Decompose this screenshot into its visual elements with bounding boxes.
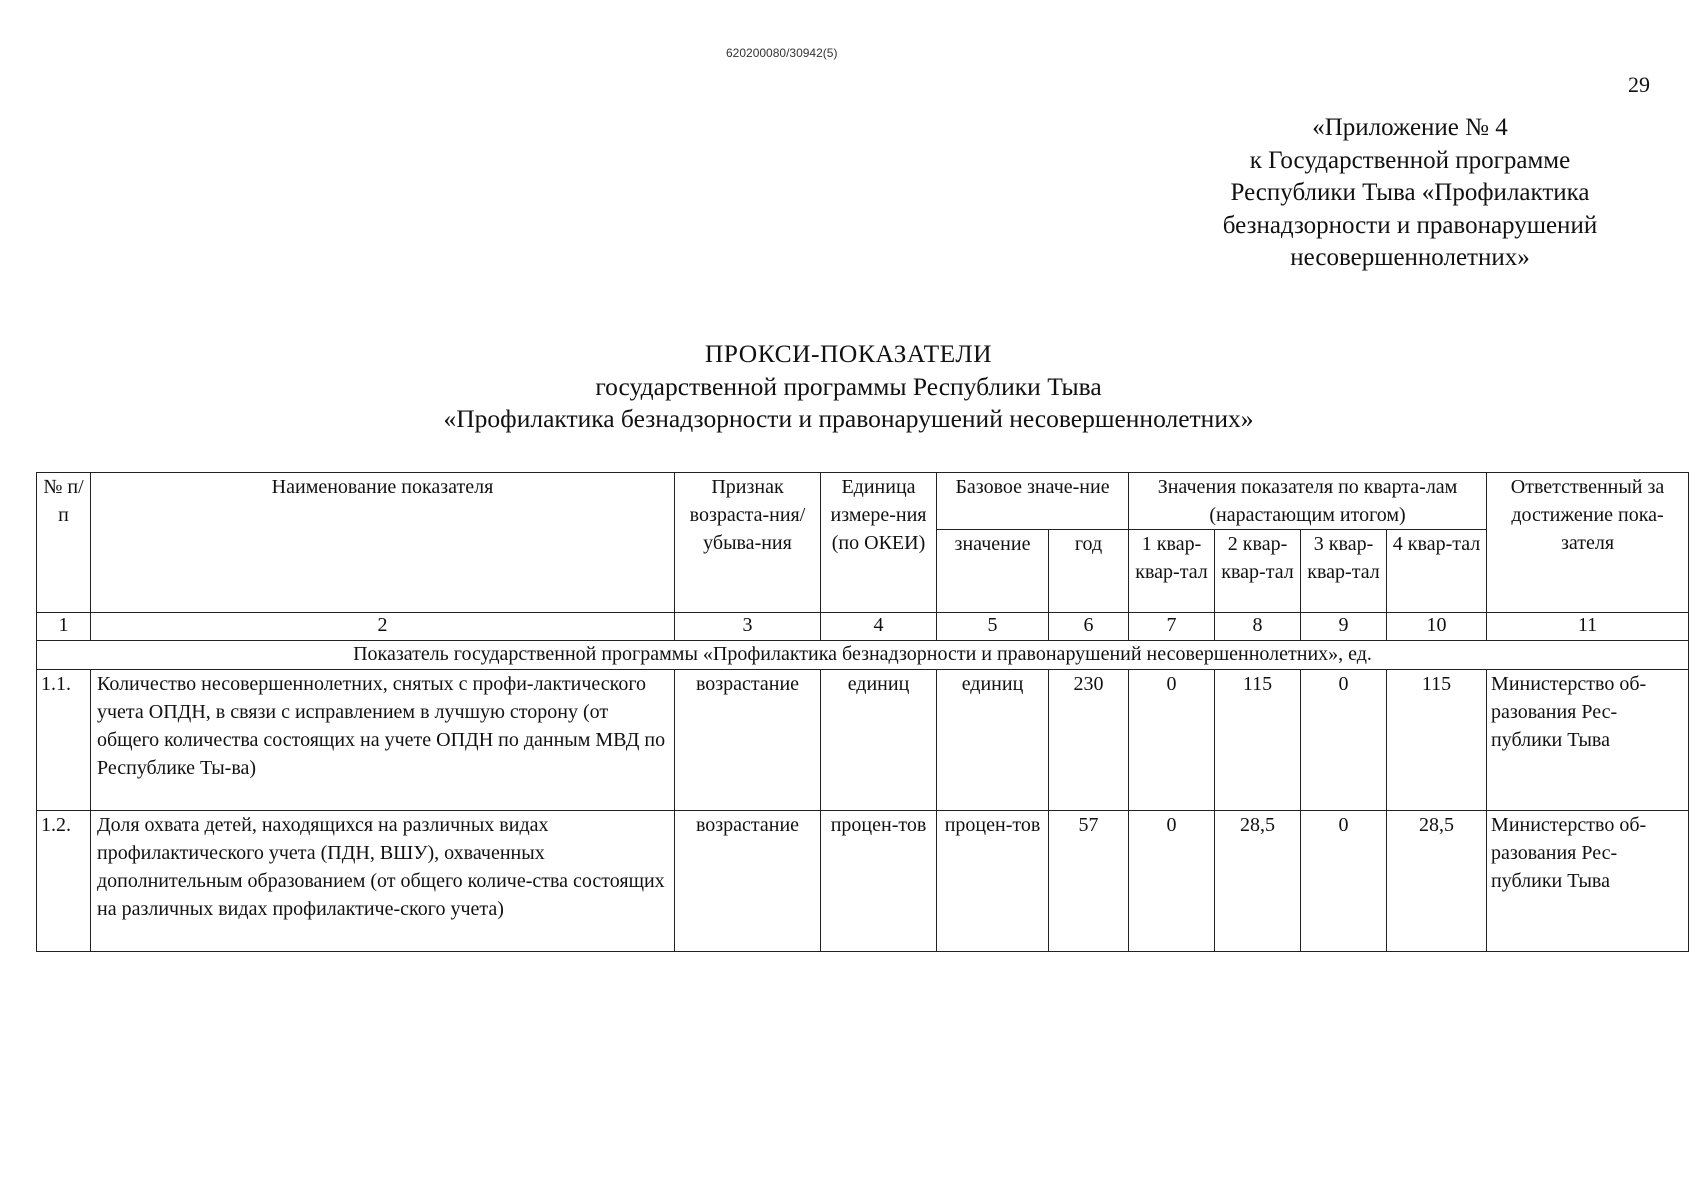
document-title (0, 338, 1697, 436)
column-number: 11 (1487, 613, 1689, 641)
document-code: 620200080/30942(5) (726, 46, 838, 60)
header-quarters: Значения показателя по кварта-лам (нарастающим итогом) (1129, 473, 1487, 530)
appendix-line: несовершеннолетних» (1290, 244, 1530, 271)
section-row (37, 641, 1689, 670)
row-sign: возрастание (675, 811, 821, 952)
column-numbers-row (37, 613, 1689, 641)
column-number: 6 (1049, 613, 1129, 641)
column-number: 9 (1301, 613, 1387, 641)
header-q2: 2 квар-квар-тал (1215, 530, 1301, 613)
row-base-value: процен-тов (937, 811, 1049, 952)
row-q3: 0 (1301, 670, 1387, 811)
appendix-note (1170, 112, 1650, 275)
header-name: Наименование показателя (91, 473, 675, 613)
page-number: 29 (1628, 72, 1650, 97)
row-base-value: единиц (937, 670, 1049, 811)
title-main: ПРОКСИ-ПОКАЗАТЕЛИ (704, 339, 993, 368)
row-unit: процен-тов (821, 811, 937, 952)
row-q2: 115 (1215, 670, 1301, 811)
header-q3: 3 квар-квар-тал (1301, 530, 1387, 613)
row-q3: 0 (1301, 811, 1387, 952)
appendix-line: к Государственной программе (1249, 146, 1571, 174)
header-num: № п/п (37, 473, 91, 613)
row-name: Количество несовершеннолетних, снятых с профи-лактического учета ОПДН, в связи с исправлением в лучшую сторону (от общего количества состоящих на учете ОПДН по данным МВД по Республике Ты-ва) (91, 670, 675, 811)
header-row (37, 473, 1689, 530)
row-q2: 28,5 (1215, 811, 1301, 952)
row-base-year: 230 (1049, 670, 1129, 811)
header-q4: 4 квар-тал (1387, 530, 1487, 613)
row-q4: 28,5 (1387, 811, 1487, 952)
header-base-year: год (1049, 530, 1129, 613)
header-base: Базовое значе-ние (937, 473, 1129, 530)
header-responsible: Ответственный за достижение пока-зателя (1487, 473, 1689, 613)
header-sign: Признак возраста-ния/ убыва-ния (675, 473, 821, 613)
row-name: Доля охвата детей, находящихся на различных видах профилактического учета (ПДН, ВШУ), охваченных дополнительным образованием (от общего количе-ства состоящих на различных видах профилактиче-ского учета) (91, 811, 675, 952)
row-responsible: Министерство об-разования Рес-публики Тыва (1487, 811, 1689, 952)
row-unit: единиц (821, 670, 937, 811)
row-sign: возрастание (675, 670, 821, 811)
column-number: 1 (37, 613, 91, 641)
column-number: 7 (1129, 613, 1215, 641)
row-q1: 0 (1129, 811, 1215, 952)
appendix-line: безнадзорности и правонарушений (1222, 211, 1598, 239)
column-number: 10 (1387, 613, 1487, 641)
row-num: 1.1. (37, 670, 91, 811)
appendix-line: «Приложение № 4 (1312, 114, 1508, 141)
table-row (37, 670, 1689, 811)
column-number: 5 (937, 613, 1049, 641)
table-row (37, 811, 1689, 952)
title-line-3: «Профилактика безнадзорности и правонарушений несовершеннолетних» (443, 404, 1254, 433)
header-q1: 1 квар-квар-тал (1129, 530, 1215, 613)
section-title: Показатель государственной программы «Профилактика безнадзорности и правонарушений несовершеннолетних», ед. (37, 641, 1689, 670)
column-number: 8 (1215, 613, 1301, 641)
header-base-value: значение (937, 530, 1049, 613)
column-number: 2 (91, 613, 675, 641)
row-q1: 0 (1129, 670, 1215, 811)
column-number: 3 (675, 613, 821, 641)
appendix-line: Республики Тыва «Профилактика (1230, 179, 1590, 206)
proxy-indicators-table (36, 472, 1689, 952)
row-num: 1.2. (37, 811, 91, 952)
header-unit: Единица измере-ния (по ОКЕИ) (821, 473, 937, 613)
row-q4: 115 (1387, 670, 1487, 811)
row-base-year: 57 (1049, 811, 1129, 952)
column-number: 4 (821, 613, 937, 641)
row-responsible: Министерство об-разования Рес-публики Тыва (1487, 670, 1689, 811)
title-line-2: государственной программы Республики Тыва (595, 371, 1102, 401)
